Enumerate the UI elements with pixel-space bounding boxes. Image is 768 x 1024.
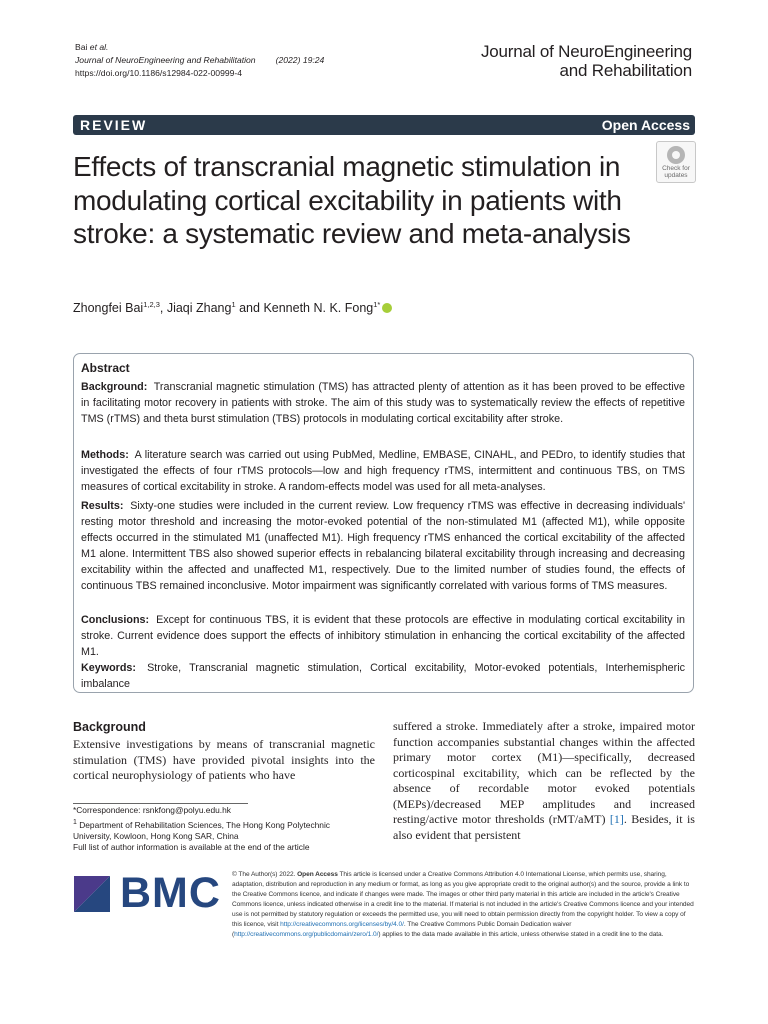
header-journal: Journal of NeuroEngineering and Rehabilitation <box>75 55 256 65</box>
author-3-affil: 1* <box>373 300 381 309</box>
open-access-bold: Open Access <box>297 871 338 878</box>
abstract-conclusions-label: Conclusions: <box>81 614 150 626</box>
abstract-keywords: Keywords: Stroke, Transcranial magnetic stimulation, Cortical excitability, Motor-evoked potentials, Interhemispheric imbalance <box>81 662 685 690</box>
author-3: Kenneth N. K. Fong <box>263 301 374 316</box>
article-title: Effects of transcranial magnetic stimulation in modulating cortical excitability in patients with stroke: a systematic review and meta-analysis <box>73 151 631 249</box>
header-et-al: et al. <box>87 42 109 52</box>
footnotes: *Correspondence: rsnkfong@polyu.edu.hk $^1$ Department of Rehabilitation Sciences, The Hong Kong Polytechnic University, Kowloon, Hong Kong SAR, China Full list of author information is available at the end of the article <box>73 805 373 854</box>
running-header <box>75 41 324 80</box>
affiliation-line1: Department of Rehabilitation Sciences, The Hong Kong Polytechnic <box>76 819 330 830</box>
author-2-affil: 1 <box>231 300 236 309</box>
cc-zero-link[interactable]: http://creativecommons.org/publicdomain/zero/1.0/ <box>234 931 379 938</box>
abstract-heading: Abstract <box>81 361 130 375</box>
author-1: Zhongfei Bai <box>73 301 144 316</box>
journal-logo-text <box>481 42 692 80</box>
bmc-logo-icon <box>74 876 110 912</box>
header-author: Bai <box>75 42 88 52</box>
bmc-logo-text: BMC <box>120 869 221 917</box>
author-info-note: Full list of author information is available at the end of the article <box>73 842 310 853</box>
abstract-background-label: Background: <box>81 381 148 393</box>
abstract-results-label: Results: <box>81 500 124 512</box>
header-doi[interactable]: https://doi.org/10.1186/s12984-022-00999-4 <box>75 68 243 78</box>
author-1-affil: 1,2,3 <box>143 300 160 309</box>
citation-link[interactable]: [1] <box>609 812 624 826</box>
article-type-label: REVIEW <box>80 117 148 133</box>
cc-by-link[interactable]: http://creativecommons.org/licenses/by/4.0/ <box>280 921 404 928</box>
section-heading-background: Background <box>73 720 146 734</box>
journal-name-line2: and Rehabilitation <box>559 61 692 80</box>
orcid-icon[interactable] <box>382 303 392 313</box>
check-updates-icon <box>667 146 685 164</box>
body-right-column: suffered a stroke. Immediately after a stroke, impaired motor function accompanies substantial changes within the affected primary motor cortex (M1)—specifically, decreased corticospinal excitability, which can be reflected by the absence of recordable motor evoked potentials (MEPs)/decreased MEP amplitudes and increased resting/active motor thresholds (rMT/aMT) [1]. Besides, it is also evident that persistent <box>393 719 695 842</box>
abstract-keywords-label: Keywords: <box>81 662 136 674</box>
check-updates-line1: Check for <box>662 165 690 172</box>
author-list: Zhongfei Bai$^{1,2,3}$, Jiaqi Zhang$^1$ and Kenneth N. K. Fong$^{1*}$ <box>73 296 392 317</box>
journal-name-line1: Journal of NeuroEngineering <box>480 42 692 61</box>
affiliation-line2: University, Kowloon, Hong Kong SAR, China <box>73 830 239 841</box>
check-for-updates-badge[interactable] <box>656 141 696 183</box>
header-volume: (2022) 19:24 <box>275 55 325 65</box>
check-updates-line2: updates <box>664 172 688 179</box>
abstract-results: Results: Sixty-one studies were included in the current review. Low frequency rTMS was effective in decreasing individuals' resting motor threshold and increasing the motor-evoked potential of the non-stimulated M1 (affected M1), while opposite effects occurred in the stimulated M1 (unaffected M1). High frequency rTMS enhanced the cortical excitability of the affected M1 alone. Intermittent TBS also showed superior effects in rebalancing bilateral excitability through increasing and decreasing excitability within the affected and unaffected M1, respectively. Due to the limited number of studies found, the effects of continuous TBS remained inconclusive. Motor impairment was significantly correlated with various forms of TMS measures. <box>81 500 685 592</box>
correspondence: *Correspondence: rsnkfong@polyu.edu.hk <box>73 805 231 815</box>
open-access-label: Open Access <box>601 117 690 133</box>
abstract-conclusions: Conclusions: Except for continuous TBS, it is evident that these protocols are effective in modulating cortical excitability in stroke. Current evidence does support the effects of inhibitory stimulation in enhancing the cortical excitability of the affected M1. <box>81 614 685 658</box>
abstract-background: Background: Transcranial magnetic stimulation (TMS) has attracted plenty of attention as it has been proved to be effective in facilitating motor recovery in patients with stroke. The aim of this study was to systematically review the effects of repetitive TMS (rTMS) and theta burst stimulation (TBS) protocols in modulating cortical excitability after stroke. <box>81 381 685 425</box>
abstract-methods-label: Methods: <box>81 449 129 461</box>
footnote-divider <box>73 803 248 804</box>
license-text: © The Author(s) 2022. Open Access This article is licensed under a Creative Commons Attribution 4.0 International License, which permits use, sharing, adaptation, distribution and reproduction in any medium or format, as long as you give appropriate credit to the original author(s) and the source, provide a link to the Creative Commons licence, and indicate if changes were made. The images or other third party material in this article are included in the article's Creative Commons licence, unless indicated otherwise in a credit line to the material. If material is not included in the article's Creative Commons licence and your intended use is not permitted by statutory regulation or exceeds the permitted use, you will need to obtain permission directly from the copyright holder. To view a copy of this licence, visit http://creativecommons.org/licenses/by/4.0/. The Creative Commons Public Domain Dedication waiver (http://creativecommons.org/publicdomain/zero/1.0/) applies to the data made available in this article, unless otherwise stated in a credit line to the data. <box>232 871 694 938</box>
author-2: Jiaqi Zhang <box>166 301 232 316</box>
body-left-column: Extensive investigations by means of transcranial magnetic stimulation (TMS) have provided pivotal insights into the cortical neurophysiology of patients who have <box>73 737 375 782</box>
abstract-methods: Methods: A literature search was carried out using PubMed, Medline, EMBASE, CINAHL, and PEDro, to identify studies that investigated the effects of four rTMS protocols—low and high frequency rTMS, intermittent and continuous TBS, on TMS measures of cortical excitability in stroke. A random-effects model was used for all meta-analyses. <box>81 449 685 493</box>
